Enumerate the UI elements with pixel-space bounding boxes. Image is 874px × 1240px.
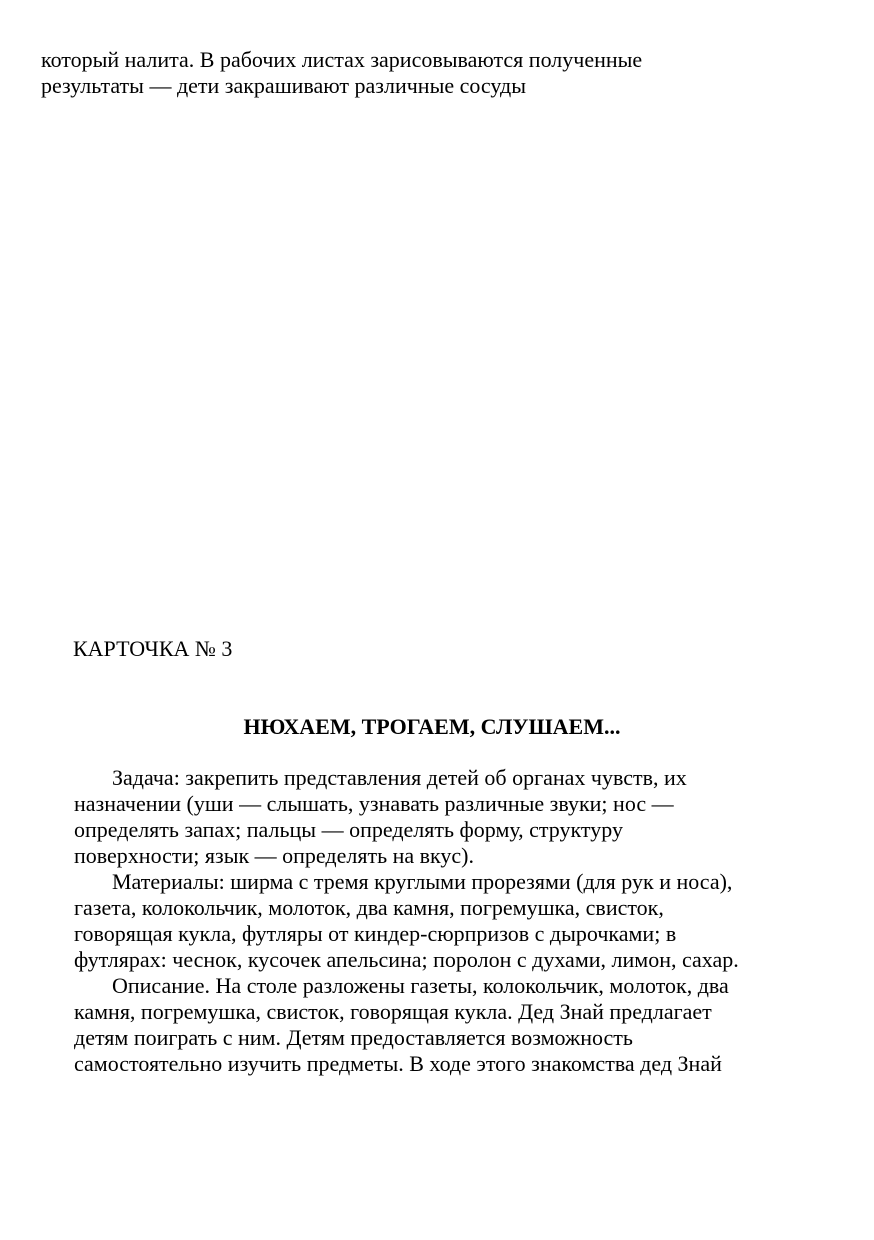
text-line: самостоятельно изучить предметы. В ходе этого знакомства дед Знай xyxy=(74,1051,722,1076)
text-line: результаты — дети закрашивают различные сосуды xyxy=(41,73,526,98)
text-line: футлярах: чеснок, кусочек апельсина; поролон с духами, лимон, сахар. xyxy=(74,947,739,972)
task-paragraph xyxy=(74,765,864,869)
description-paragraph xyxy=(74,973,864,1077)
text-line: детям поиграть с ним. Детям предоставляется возможность xyxy=(74,1025,633,1050)
materials-paragraph xyxy=(74,869,864,973)
text-line: камня, погремушка, свисток, говорящая кукла. Дед Знай предлагает xyxy=(74,999,712,1024)
top-paragraph xyxy=(41,47,841,99)
card-number-label: КАРТОЧКА № 3 xyxy=(73,636,233,661)
text-line: Материалы: ширма с тремя круглыми прорезями (для рук и носа), xyxy=(112,869,733,894)
text-line: назначении (уши — слышать, узнавать различные звуки; нос — xyxy=(74,791,674,816)
text-line: газета, колокольчик, молоток, два камня, погремушка, свисток, xyxy=(74,895,664,920)
text-line: Задача: закрепить представления детей об органах чувств, их xyxy=(112,765,687,790)
text-line: определять запах; пальцы — определять форму, структуру xyxy=(74,817,623,842)
text-line: Описание. На столе разложены газеты, колокольчик, молоток, два xyxy=(112,973,729,998)
text-line: поверхности; язык — определять на вкус). xyxy=(74,843,475,868)
text-line: говорящая кукла, футляры от киндер-сюрпризов с дырочками; в xyxy=(74,921,677,946)
text-line: который налита. В рабочих листах зарисовываются полученные xyxy=(41,47,643,72)
card-body xyxy=(74,765,864,1077)
card-title: НЮХАЕМ, ТРОГАЕМ, СЛУШАЕМ... xyxy=(243,714,621,739)
